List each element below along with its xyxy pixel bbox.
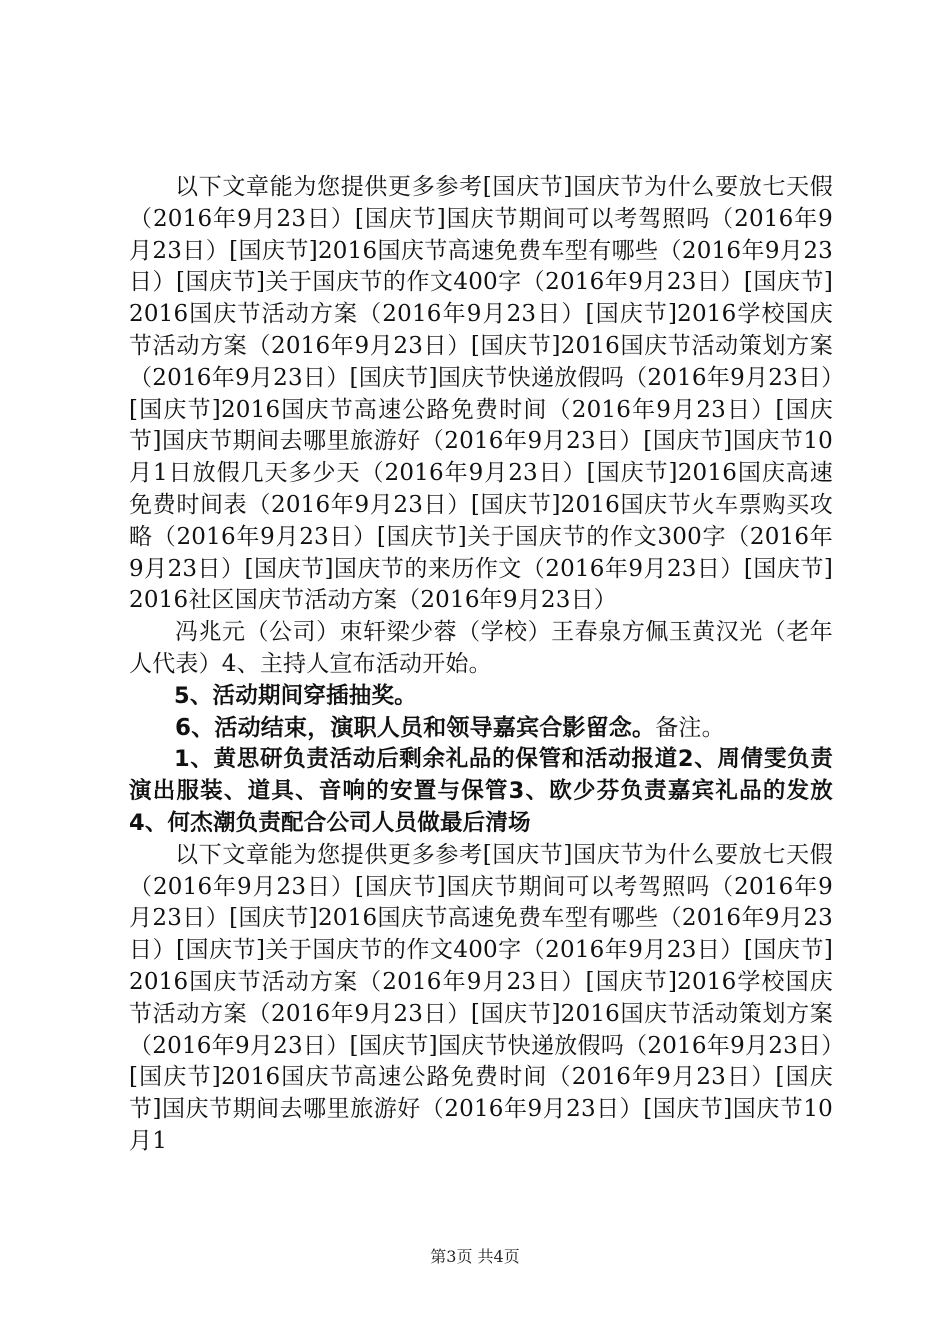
paragraph-related-articles-repeat: 以下文章能为您提供更多参考[国庆节]国庆节为什么要放七天假（2016年9月23日）[国庆节]国庆节期间可以考驾照吗（2016年9月23日）[国庆节]2016国庆节高速免费车型有哪些（2016年9月23日）[国庆节]关于国庆节的作文400字（2016年9月23日）[国庆节]2016国庆节活动方案（2016年9月23日）[国庆节]2016学校国庆节活动方案（2016年9月23日）[国庆节]2016国庆节活动策划方案（2016年9月23日）[国庆节]国庆节快递放假吗（2016年9月23日）[国庆节]2016国庆节高速公路免费时间（2016年9月23日）[国庆节]国庆节期间去哪里旅游好（2016年9月23日）[国庆节]国庆节10月1 [129, 841, 833, 1154]
paragraph-lottery: 5、活动期间穿插抽奖。 [174, 682, 417, 709]
page-number-footer: 第3页 共4页 [430, 1247, 520, 1266]
paragraph-participants: 冯兆元（公司）朿轩梁少蓉（学校）王春泉方佩玉黄汉光（老年人代表）4、主持人宣布活动开始。 [129, 619, 833, 677]
closing-bold-text: 6、活动结束，演职人员和领导嘉宾合影留念。 [175, 714, 656, 741]
document-body [129, 172, 833, 1158]
paragraph-related-articles: 以下文章能为您提供更多参考[国庆节]国庆节为什么要放七天假（2016年9月23日）[国庆节]国庆节期间可以考驾照吗（2016年9月23日）[国庆节]2016国庆节高速免费车型有哪些（2016年9月23日）[国庆节]关于国庆节的作文400字（2016年9月23日）[国庆节]2016国庆节活动方案（2016年9月23日）[国庆节]2016学校国庆节活动方案（2016年9月23日）[国庆节]2016国庆节活动策划方案（2016年9月23日）[国庆节]国庆节快递放假吗（2016年9月23日）[国庆节]2016国庆节高速公路免费时间（2016年9月23日）[国庆节]国庆节期间去哪里旅游好（2016年9月23日）[国庆节]国庆节10月1日放假几天多少天（2016年9月23日）[国庆节]2016国庆高速免费时间表（2016年9月23日）[国庆节]2016国庆节火车票购买攻略（2016年9月23日）[国庆节]关于国庆节的作文300字（2016年9月23日）[国庆节]国庆节的来历作文（2016年9月23日）[国庆节]2016社区国庆节活动方案（2016年9月23日） [129, 174, 833, 614]
closing-plain-text: 备注。 [655, 714, 725, 741]
paragraph-closing [129, 713, 833, 745]
paragraph-responsibilities: 1、黄思研负责活动后剩余礼品的保管和活动报道2、周倩雯负责演出服装、道具、音响的安置与保管3、欧少芬负责嘉宾礼品的发放4、何杰潮负责配合公司人员做最后清场 [129, 746, 833, 836]
